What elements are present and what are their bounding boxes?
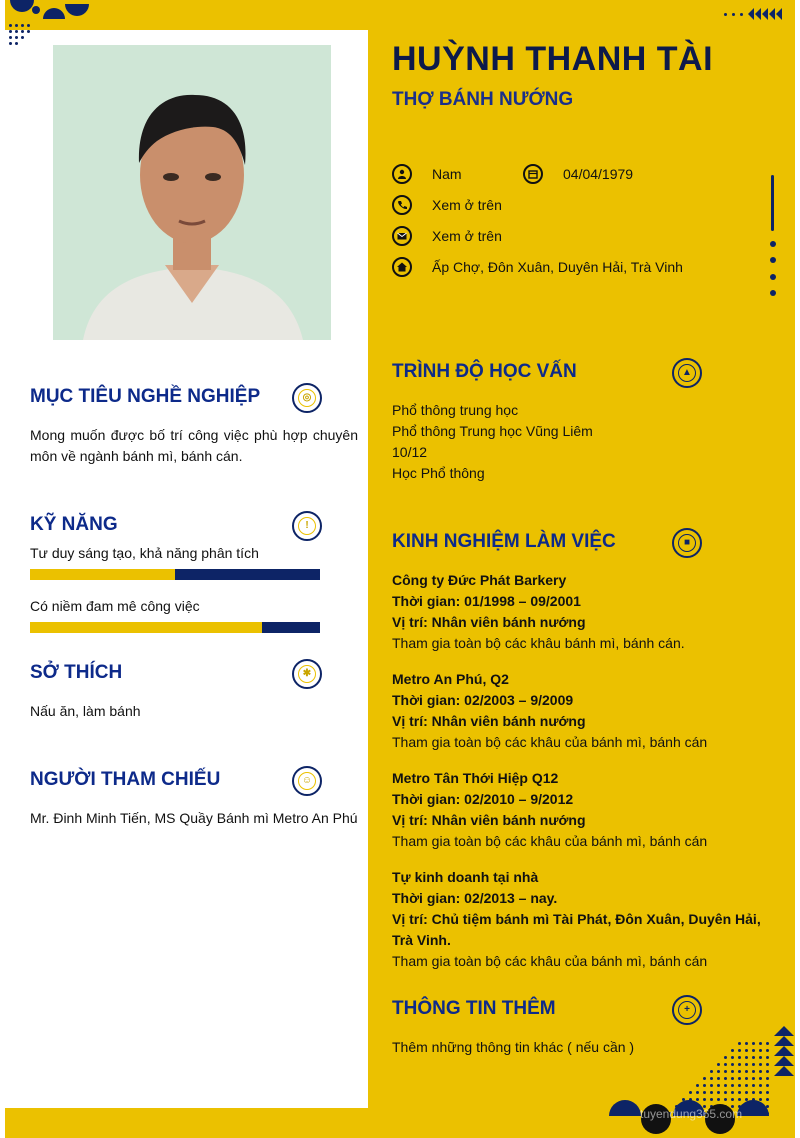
decor-dot [738, 1070, 741, 1073]
decor-dot [766, 1063, 769, 1066]
decor-dot [717, 1084, 720, 1087]
decor-dot [9, 30, 12, 33]
decor-dot [724, 1063, 727, 1066]
decor-dot [21, 24, 24, 27]
experience-item [392, 570, 777, 654]
decor-dot [731, 1070, 734, 1073]
decor-dot [745, 1091, 748, 1094]
decor-dot [745, 1056, 748, 1059]
experience-position: Vị trí: Nhân viên bánh nướng [392, 812, 586, 828]
decor-dot [724, 1056, 727, 1059]
experience-item [392, 768, 777, 852]
decor-dot [27, 24, 30, 27]
hobbies-heading: SỞ THÍCH [30, 662, 123, 683]
experience-position: Vị trí: Nhân viên bánh nướng [392, 614, 586, 630]
calendar-icon [523, 164, 543, 184]
decor-dot [752, 1063, 755, 1066]
decor-dot [21, 36, 24, 39]
decor-dot [710, 1098, 713, 1101]
decor-dot [745, 1042, 748, 1045]
decor-dot [766, 1056, 769, 1059]
gender-row [392, 164, 633, 184]
decor-dot [731, 1063, 734, 1066]
birthdate-value: 04/04/1979 [563, 166, 634, 182]
decor-dot [759, 1077, 762, 1080]
bottom-right-triangles [774, 1026, 794, 1078]
education-line: Phổ thông trung học [392, 402, 519, 418]
decor-dot [738, 1077, 741, 1080]
email-value: Xem ở trên [432, 228, 502, 244]
decor-dot [759, 1063, 762, 1066]
briefcase-icon: ■ [672, 528, 702, 558]
job-title: THỢ BÁNH NƯỚNG [392, 89, 574, 110]
target-icon: ◎ [292, 383, 322, 413]
decor-dot [27, 30, 30, 33]
decor-dot [710, 1070, 713, 1073]
decor-dot [766, 1091, 769, 1094]
graduation-cap-icon: ▲ [672, 358, 702, 388]
experience-description: Tham gia toàn bộ các khâu bánh mì, bánh cán. [392, 635, 685, 651]
decor-dot [21, 30, 24, 33]
decor-dot [731, 1056, 734, 1059]
decor-dot [745, 1084, 748, 1087]
decor-dot [752, 1091, 755, 1094]
decor-dot [752, 1049, 755, 1052]
hobbies-text: Nấu ăn, làm bánh [30, 703, 141, 719]
skill-label: Có niềm đam mê công việc [30, 598, 200, 614]
education-lines [392, 400, 593, 484]
decor-dot [766, 1077, 769, 1080]
experience-period: Thời gian: 02/2013 – nay. [392, 890, 558, 906]
phone-icon [392, 195, 412, 215]
decor-dot [9, 42, 12, 45]
address-row [392, 257, 683, 277]
decor-dot [766, 1084, 769, 1087]
profile-photo [53, 45, 331, 340]
decor-dot [738, 1042, 741, 1045]
decor-dot [731, 1091, 734, 1094]
skills-heading: KỸ NĂNG [30, 514, 118, 535]
education-line: Học Phổ thông [392, 465, 485, 481]
decor-dot [696, 1098, 699, 1101]
decor-dot [759, 1091, 762, 1094]
objective-text: Mong muốn được bố trí công việc phù hợp chuyên môn về ngành bánh mì, bánh cán. [30, 427, 358, 464]
decor-dot [766, 1042, 769, 1045]
decor-dot [15, 30, 18, 33]
experience-company: Metro An Phú, Q2 [392, 671, 509, 687]
experience-item [392, 867, 777, 972]
decor-dot [724, 1070, 727, 1073]
decor-dot [724, 1084, 727, 1087]
experience-period: Thời gian: 01/1998 – 09/2001 [392, 593, 581, 609]
decor-dot [738, 1063, 741, 1066]
additional-heading: THÔNG TIN THÊM [392, 998, 556, 1019]
skill-level-fill [30, 622, 262, 633]
decor-dot [752, 1084, 755, 1087]
decor-dot [9, 24, 12, 27]
phone-row [392, 195, 502, 215]
decor-dot [759, 1042, 762, 1045]
home-icon [392, 257, 412, 277]
education-heading: TRÌNH ĐỘ HỌC VẤN [392, 361, 577, 382]
experience-description: Tham gia toàn bộ các khâu của bánh mì, bánh cán [392, 734, 708, 750]
site-watermark: tuyendung365.com [640, 1107, 743, 1121]
decor-dot [717, 1077, 720, 1080]
top-right-decoration [724, 8, 784, 22]
skill-label: Tư duy sáng tạo, khả năng phân tích [30, 545, 259, 561]
experience-company: Metro Tân Thới Hiệp Q12 [392, 770, 559, 786]
decor-dot [752, 1077, 755, 1080]
decor-dot [724, 1091, 727, 1094]
experience-period: Thời gian: 02/2003 – 9/2009 [392, 692, 574, 708]
decor-dot [738, 1098, 741, 1101]
decor-dot [766, 1049, 769, 1052]
decor-dot [745, 1049, 748, 1052]
decor-dot [738, 1056, 741, 1059]
decor-dot [738, 1084, 741, 1087]
skill-level-bar [30, 622, 320, 633]
decor-dot [745, 1070, 748, 1073]
phone-value: Xem ở trên [432, 197, 502, 213]
footer-strip [5, 1108, 368, 1138]
references-text: Mr. Đinh Minh Tiến, MS Quầy Bánh mì Metro An Phú [30, 810, 358, 826]
side-accent-bar [771, 175, 774, 231]
address-value: Ấp Chợ, Đôn Xuân, Duyên Hải, Trà Vinh [432, 259, 683, 275]
decor-dot [738, 1091, 741, 1094]
experience-company: Tự kinh doanh tại nhà [392, 869, 539, 885]
decor-dot [759, 1070, 762, 1073]
lightbulb-icon: ! [292, 511, 322, 541]
side-dot [770, 290, 776, 296]
experience-company: Công ty Đức Phát Barkery [392, 572, 567, 588]
user-icon [392, 164, 412, 184]
decor-dot [717, 1070, 720, 1073]
decor-dot [752, 1042, 755, 1045]
decor-dot [703, 1091, 706, 1094]
decor-dot [745, 1063, 748, 1066]
side-dot [770, 241, 776, 247]
gender-value: Nam [432, 166, 462, 182]
decor-dot [717, 1063, 720, 1066]
decor-dot [710, 1091, 713, 1094]
email-row [392, 226, 502, 246]
decor-dot [689, 1091, 692, 1094]
decor-dot [759, 1049, 762, 1052]
decor-dot [9, 36, 12, 39]
decor-dot [15, 36, 18, 39]
skill-level-fill [30, 569, 175, 580]
decor-dot [745, 1077, 748, 1080]
decor-dot [766, 1098, 769, 1101]
experience-item [392, 669, 777, 753]
decor-dot [703, 1077, 706, 1080]
experience-heading: KINH NGHIỆM LÀM VIỆC [392, 531, 616, 552]
additional-text: Thêm những thông tin khác ( nếu cần ) [392, 1039, 635, 1055]
experience-position: Vị trí: Chủ tiệm bánh mì Tài Phát, Đôn Xuân, Duyên Hải, Trà Vinh. [392, 911, 761, 948]
decor-dot [738, 1049, 741, 1052]
experience-period: Thời gian: 02/2010 – 9/2012 [392, 791, 574, 807]
decor-dot [766, 1070, 769, 1073]
decor-dot [724, 1077, 727, 1080]
decor-dot [752, 1070, 755, 1073]
experience-position: Vị trí: Nhân viên bánh nướng [392, 713, 586, 729]
experience-description: Tham gia toàn bộ các khâu của bánh mì, bánh cán [392, 953, 708, 969]
candidate-name: HUỲNH THANH TÀI [392, 40, 714, 78]
decor-dot [731, 1084, 734, 1087]
decor-dot [696, 1091, 699, 1094]
decor-dot [696, 1084, 699, 1087]
mail-icon [392, 226, 412, 246]
decor-dot [15, 42, 18, 45]
decor-dot [717, 1091, 720, 1094]
decor-dot [717, 1098, 720, 1101]
decor-dot [731, 1049, 734, 1052]
decor-dot [15, 24, 18, 27]
puzzle-icon: ✱ [292, 659, 322, 689]
decor-dot [710, 1084, 713, 1087]
experience-description: Tham gia toàn bộ các khâu của bánh mì, bánh cán [392, 833, 708, 849]
decor-dot [703, 1098, 706, 1101]
person-icon: ☺ [292, 766, 322, 796]
decor-dot [731, 1077, 734, 1080]
decor-dot [759, 1056, 762, 1059]
decor-dot [731, 1098, 734, 1101]
references-heading: NGƯỜI THAM CHIẾU [30, 769, 221, 790]
decor-dot [703, 1084, 706, 1087]
decor-dot [752, 1056, 755, 1059]
side-dot [770, 274, 776, 280]
decor-dot [724, 1098, 727, 1101]
skill-level-bar [30, 569, 320, 580]
decor-dot [710, 1077, 713, 1080]
decor-dot [759, 1084, 762, 1087]
plus-circle-icon: + [672, 995, 702, 1025]
objective-heading: MỤC TIÊU NGHỀ NGHIỆP [30, 386, 261, 407]
education-line: Phổ thông Trung học Vũng Liêm [392, 423, 593, 439]
education-line: 10/12 [392, 444, 428, 460]
side-dot [770, 257, 776, 263]
